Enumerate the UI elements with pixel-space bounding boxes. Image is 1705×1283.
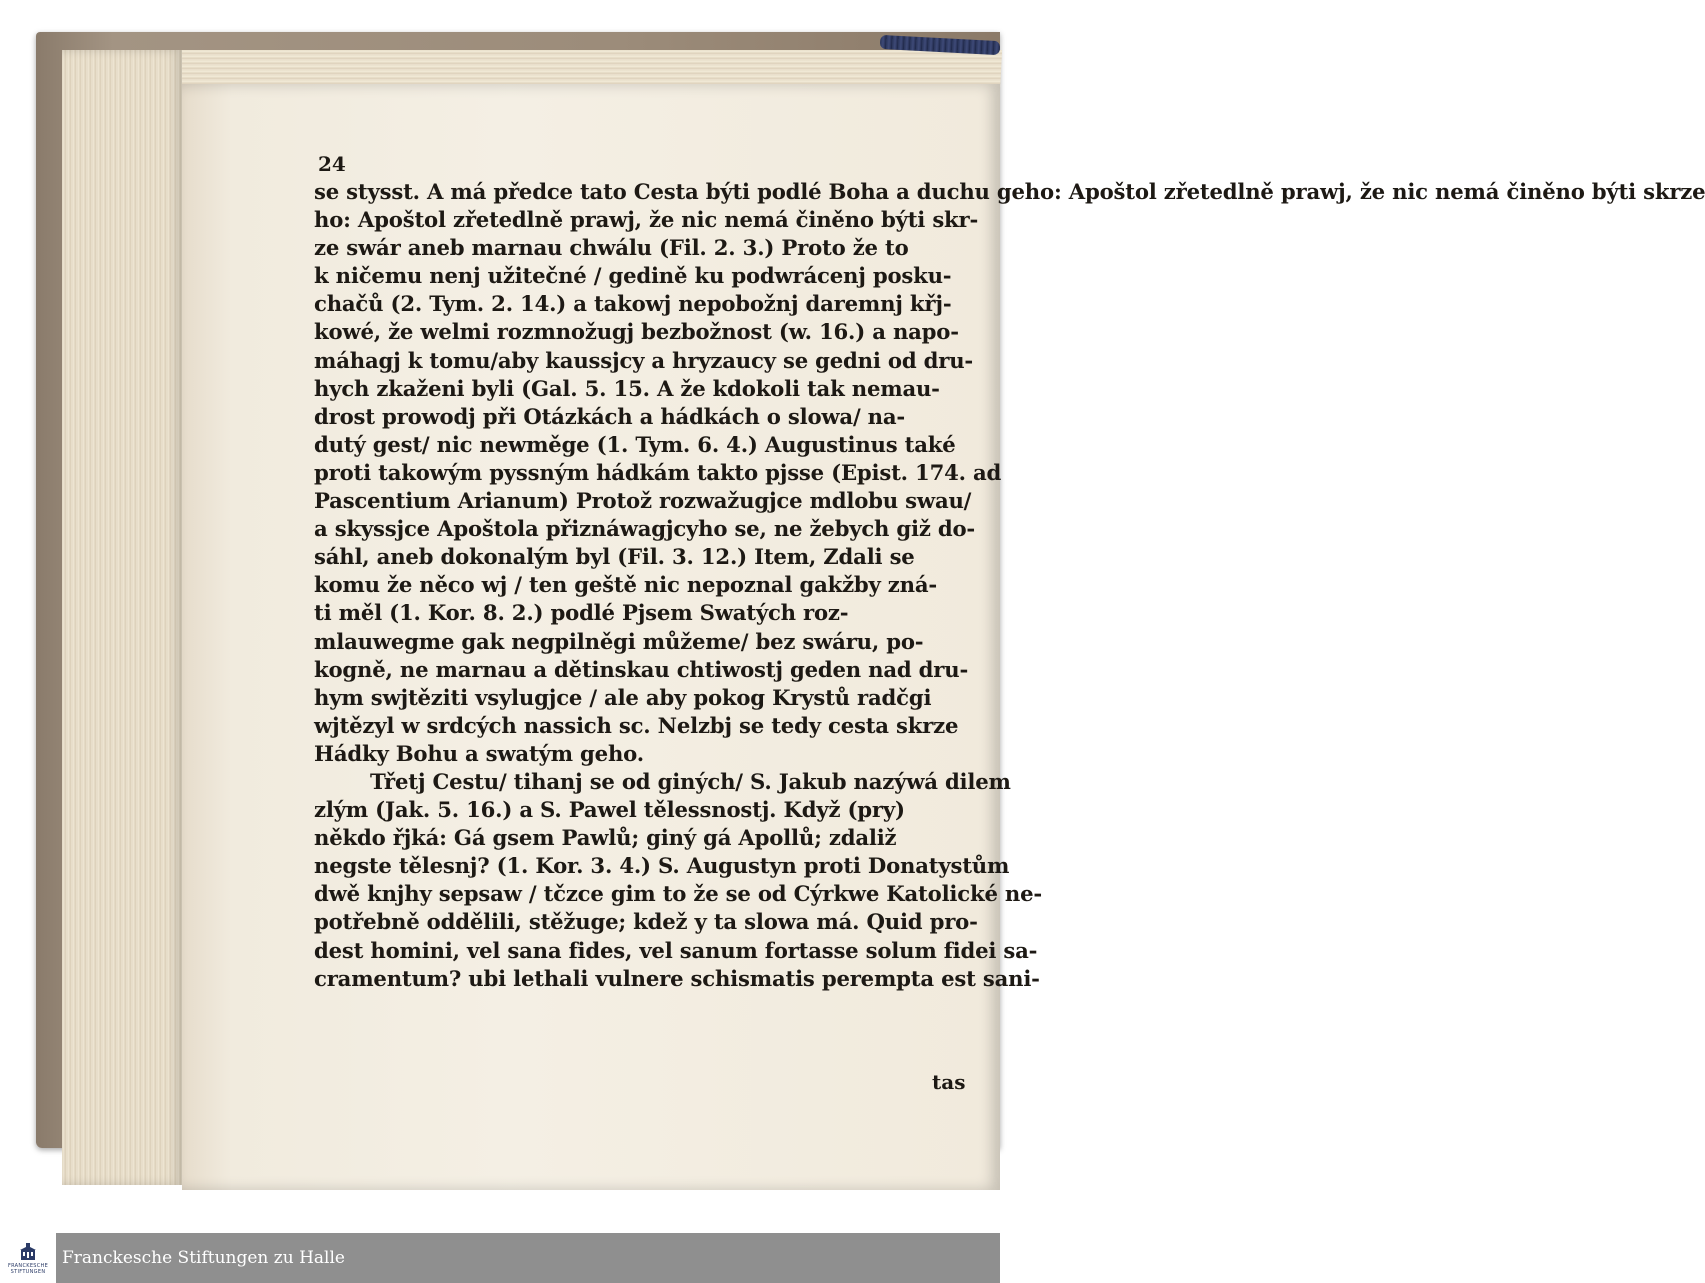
text-line: ze swár aneb marnau chwálu (Fil. 2. 3.) Proto že to [314,235,909,261]
text-line: cramentum? ubi lethali vulnere schismatis perempta est sani- [314,965,1040,991]
page-number: 24 [318,152,346,176]
text-line: dest homini, vel sana fides, vel sanum fortasse solum fidei sa- [314,937,1038,963]
logo-caption-line1: FRANCKESCHE [7,1263,49,1269]
text-line: ti měl (1. Kor. 8. 2.) podlé Pjsem Swatých roz- [314,600,849,626]
text-line: zlým (Jak. 5. 16.) a S. Pawel tělessnostj. Když (pry) [314,797,905,823]
page-edges-left [62,50,182,1185]
text-line: Třetj Cestu/ tihanj se od giných/ S. Jakub nazýwá dilem [370,768,1011,794]
text-line: hym swjtěziti vsylugjce / ale aby pokog Krystů radčgi [314,684,932,710]
text-line: sáhl, aneb dokonalým byl (Fil. 3. 12.) Item, Zdali se [314,544,915,570]
text-line: kogně, ne marnau a dětinskau chtiwostj geden nad dru- [314,656,969,682]
institution-logo[interactable] [0,1233,56,1283]
institution-name[interactable]: Franckesche Stiftungen zu Halle [62,1248,345,1268]
text-line: Pascentium Arianum) Protož rozwažugjce mdlobu swau/ [314,488,972,514]
text-line: negste tělesnj? (1. Kor. 3. 4.) S. Augustyn proti Donatystům [314,853,1010,879]
text-line: ho: Apoštol zřetedlně prawj, že nic nemá činěno býti skr- [314,207,979,233]
text-line: drost prowodj při Otázkách a hádkách o slowa/ na- [314,403,906,429]
text-line: dutý gest/ nic newměge (1. Tym. 6. 4.) Augustinus také [314,431,956,457]
text-line: máhagj k tomu/aby kaussjcy a hryzaucy se gedni od dru- [314,347,973,373]
text-line: Hádky Bohu a swatým geho. [314,740,644,766]
text-line: k ničemu nenj užitečné / gedině ku podwrácenj posku- [314,263,952,289]
text-line: kowé, že welmi rozmnožugj bezbožnost (w. 16.) a napo- [314,319,959,345]
text-line: wjtězyl w srdcých nassich sc. Nelzbj se tedy cesta skrze [314,712,959,738]
text-line: mlauwegme gak negpilněgi můžeme/ bez swáru, po- [314,628,924,654]
text-line: potřebně oddělili, stěžuge; kdež y ta slowa má. Quid pro- [314,909,978,935]
text-line: chačů (2. Tym. 2. 14.) a takowj nepobožnj daremnj křj- [314,291,952,317]
building-icon [17,1241,39,1263]
footer-bar [0,1233,1000,1283]
text-line: dwě knjhy sepsaw / tčzce gim to že se od Cýrkwe Katolické ne- [314,881,1042,907]
logo-caption [8,1263,48,1275]
text-line: a skyssjce Apoštola přiznáwagjcyho se, ne žebych giž do- [314,516,976,542]
text-line: proti takowým pyssným hádkám takto pjsse (Epist. 174. ad [314,459,1002,485]
logo-caption-line2: STIFTUNGEN [10,1269,46,1275]
text-line: komu že něco wj / ten geště nic nepoznal gakžby zná- [314,572,937,598]
page-text [314,178,1705,993]
text-line: někdo řjká: Gá gsem Pawlů; giný gá Apollů; zdaliž [314,825,897,851]
text-line: se stysst. A má předce tato Cesta býti podlé Boha a duchu geho: Apoštol zřetedlně prawj, že nic nemá činěno býti skrze [314,179,1705,204]
text-line: hych zkaženi byli (Gal. 5. 15. A že kdokoli tak nemau- [314,375,940,401]
catchword: tas [932,1070,966,1094]
